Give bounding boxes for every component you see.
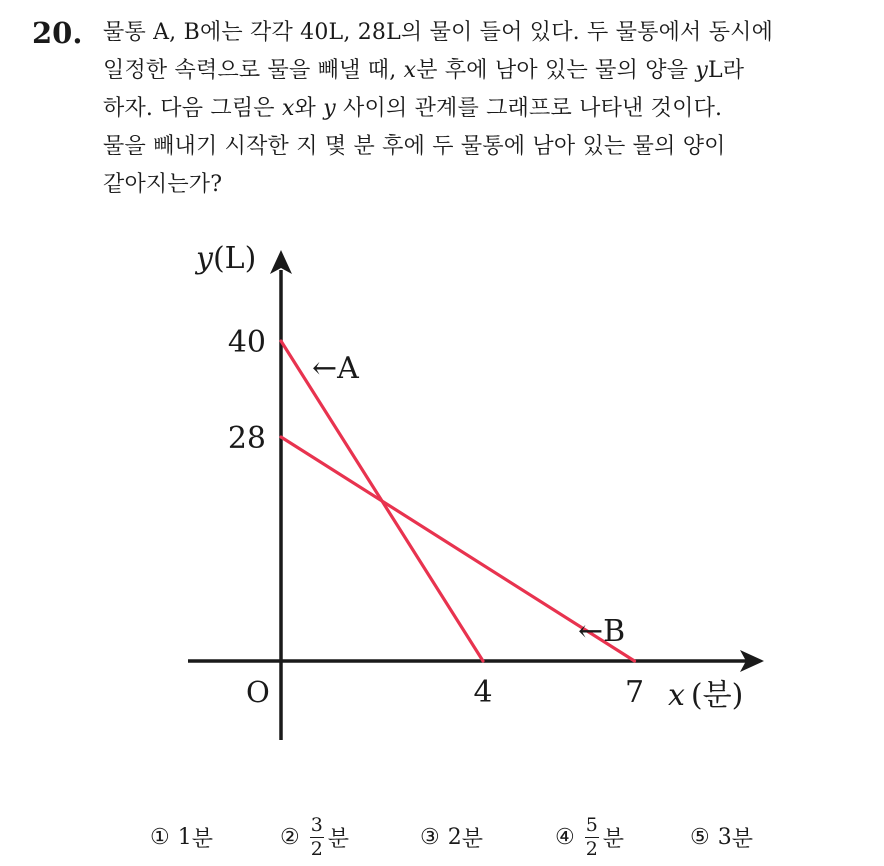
var-y: y: [323, 96, 336, 121]
choice-3-number: ③: [420, 824, 440, 850]
choice-4-number: ④: [555, 824, 575, 850]
choice-2-number: ②: [280, 824, 300, 850]
chart-labels: [194, 241, 743, 713]
choice-5-value: 3: [717, 824, 732, 850]
problem-line-3-b: 와: [294, 96, 324, 121]
series-a-annotation: ←A: [312, 351, 359, 386]
x-tick-label: 4: [473, 675, 493, 710]
answer-choices: [150, 812, 850, 862]
choice-3[interactable]: [420, 812, 483, 862]
problem-line-3-c: 사이의 관계를 그래프로 나타낸 것이다.: [335, 96, 723, 121]
x-axis-variable: x: [668, 678, 685, 713]
choice-2-fraction: [310, 813, 324, 860]
choice-5-number: ⑤: [690, 824, 710, 850]
var-x: x: [403, 58, 417, 83]
y-axis-title: [194, 241, 256, 276]
series-lines: [281, 341, 635, 661]
y-axis-unit: (L): [212, 241, 257, 276]
x-tick-label: 7: [624, 675, 645, 710]
problem-line-3-a: 하자. 다음 그림은: [103, 96, 282, 121]
problem-line-1: 물통 A, B에는 각각 40L, 28L의 물이 들어 있다. 두 물통에서 동시에: [103, 20, 774, 45]
choice-2[interactable]: [280, 812, 349, 862]
series-b-annotation: ←B: [578, 614, 626, 649]
choice-1-unit: 분: [191, 826, 213, 852]
choice-1-number: ①: [150, 824, 170, 850]
choice-4-fraction: [585, 813, 599, 860]
problem-line-4: 물을 빼내기 시작한 지 몇 분 후에 두 물통에 남아 있는 물의 양이: [103, 134, 726, 159]
problem-line-2-b: 분 후에 남아 있는 물의 양을: [416, 58, 696, 83]
var-y: y: [695, 58, 708, 83]
problem-line-2-c: L라: [707, 58, 745, 83]
choice-2-denominator: 2: [310, 837, 323, 860]
problem-line-5: 같아지는가?: [103, 172, 223, 197]
y-tick-label: 40: [227, 325, 266, 360]
choice-4-unit: 분: [602, 826, 624, 852]
choice-3-unit: 분: [461, 826, 483, 852]
problem-line-2-a: 일정한 속력으로 물을 빼낼 때,: [103, 58, 404, 83]
choice-4-denominator: 2: [585, 837, 598, 860]
choice-2-unit: 분: [327, 826, 349, 852]
x-axis-unit: (분): [690, 678, 744, 713]
choice-4[interactable]: [555, 812, 624, 862]
choice-1[interactable]: [150, 812, 213, 862]
var-x: x: [281, 96, 295, 121]
y-tick-label: 28: [227, 421, 266, 456]
axes: [188, 250, 764, 740]
choice-3-value: 2: [447, 824, 462, 850]
choice-1-value: 1: [177, 824, 192, 850]
choice-4-numerator: 5: [585, 813, 598, 836]
y-axis-variable: y: [196, 241, 213, 276]
choice-5-unit: 분: [731, 826, 753, 852]
choice-5[interactable]: [690, 812, 753, 862]
choice-2-numerator: 3: [310, 813, 323, 836]
problem-number: 20.: [32, 16, 83, 50]
x-axis-title: [668, 678, 743, 713]
origin-label: O: [246, 675, 270, 709]
